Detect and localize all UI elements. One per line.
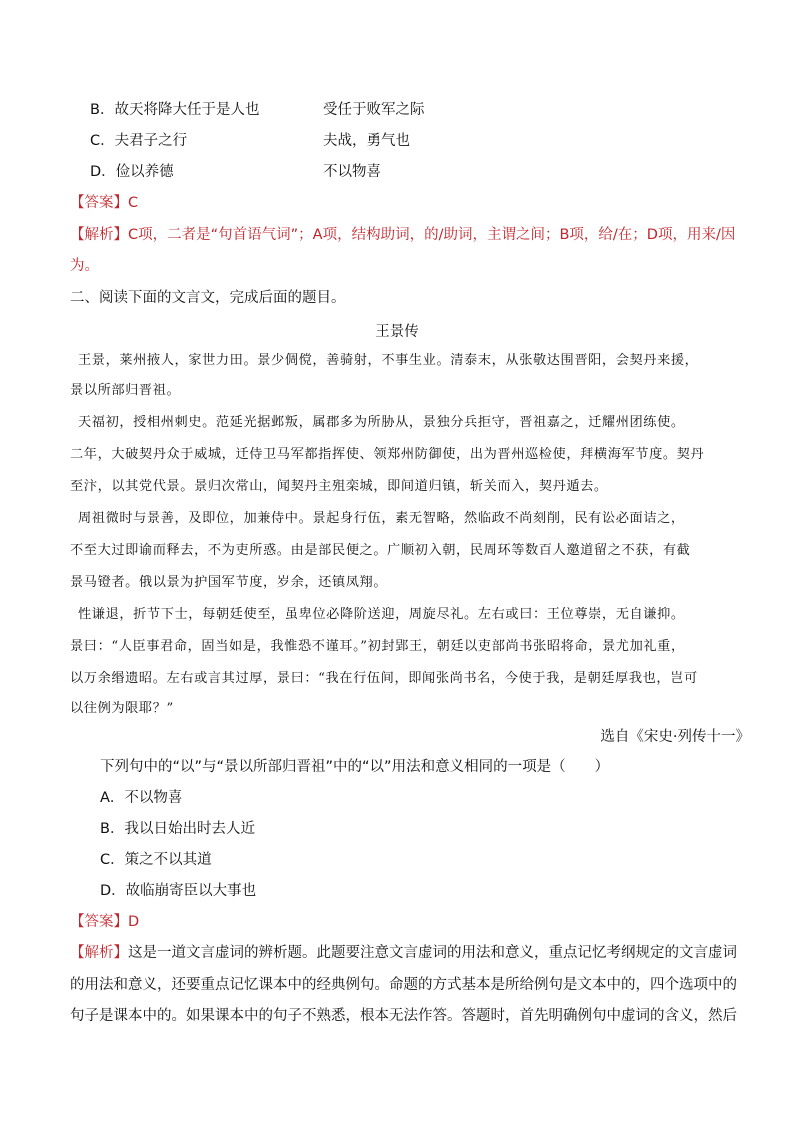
analysis-1-line-2: 为。 bbox=[70, 258, 99, 274]
passage-line: 二年，大破契丹众于威城，迁侍卫马军都指挥使、领郑州防御使，出为晋州巡检使，拜横海军节度。契丹 bbox=[70, 447, 705, 462]
answer-1-value: C bbox=[128, 195, 139, 211]
answer-2-value: D bbox=[128, 914, 140, 930]
option-c-left: C．夫君子之行 bbox=[90, 133, 188, 149]
analysis-2-text-1: 这是一道文言虚词的辨析题。此题要注意文言虚词的用法和意义，重点记忆考纲规定的文言虚词 bbox=[128, 945, 737, 961]
passage-line: 景以所部归晋祖。 bbox=[70, 383, 181, 398]
question-2-option-d: D．故临崩寄臣以大事也 bbox=[100, 883, 257, 899]
passage-source: 选自《宋史·列传十一》 bbox=[600, 729, 750, 745]
analysis-1-line-1 bbox=[70, 225, 735, 245]
passage-line: 以万余缗遗昭。左右或言其过厚，景曰：“我在行伍间，即闻张尚书名，今使于我，是朝廷厚我也，岂可 bbox=[70, 671, 698, 686]
answer-2 bbox=[70, 912, 139, 932]
answer-1 bbox=[70, 193, 138, 213]
section-2-heading: 二、阅读下面的文言文，完成后面的题目。 bbox=[70, 290, 346, 306]
analysis-2-line-2: 的用法和意义，还要重点记忆课本中的经典例句。命题的方式基本是所给例句是文本中的，四个选项中的 bbox=[70, 977, 737, 993]
question-2-option-b: B．我以日始出时去人近 bbox=[100, 821, 255, 837]
question-2-option-a: A．不以物喜 bbox=[100, 790, 183, 806]
passage-line: 天福初，授相州刺史。范延光据邺叛，属郡多为所胁从，景独分兵拒守，晋祖嘉之，迁耀州团练使。 bbox=[78, 415, 685, 430]
question-2-stem: 下列句中的“以”与“景以所部归晋祖”中的“以”用法和意义相同的一项是（ ） bbox=[100, 759, 610, 775]
question-2-option-c: C．策之不以其道 bbox=[100, 852, 212, 868]
passage-line: 周祖微时与景善，及即位，加兼侍中。景起身行伍，素无智略，然临政不尚刻削，民有讼必面诘之， bbox=[78, 511, 685, 526]
option-d-left: D．俭以养德 bbox=[90, 164, 174, 180]
passage-line: 景曰：“人臣事君命，固当如是，我惟恐不谨耳。”初封郢王，朝廷以吏部尚书张昭将命，景尤加礼重， bbox=[70, 639, 685, 654]
analysis-2-tag: 【解析】 bbox=[70, 945, 128, 961]
option-d-right: 不以物喜 bbox=[323, 164, 381, 180]
analysis-2-line-1 bbox=[70, 943, 737, 963]
answer-tag: 【答案】 bbox=[70, 195, 128, 211]
option-c-right: 夫战，勇气也 bbox=[323, 133, 410, 149]
option-b-right: 受任于败军之际 bbox=[323, 102, 425, 118]
option-b-left: B．故天将降大任于是人也 bbox=[90, 102, 260, 118]
answer-2-tag: 【答案】 bbox=[70, 914, 128, 930]
analysis-1-text-1: C项，二者是“句首语气词”；A项，结构助词，的/助词，主谓之间；B项，给/在；D项，用来/因 bbox=[128, 227, 736, 243]
passage-line: 性谦退，折节下士，每朝廷使至，虽卑位必降阶送迎，周旋尽礼。左右或曰：王位尊崇，无自谦抑。 bbox=[78, 607, 685, 622]
analysis-tag: 【解析】 bbox=[70, 227, 128, 243]
passage-line: 以往例为限耶？” bbox=[70, 701, 174, 716]
analysis-2-line-3: 句子是课本中的。如果课本中的句子不熟悉，根本无法作答。答题时，首先明确例句中虚词的含义，然后 bbox=[70, 1008, 737, 1024]
passage-line: 王景，莱州掖人，家世力田。景少倜傥，善骑射，不事生业。清泰末，从张敬达围晋阳，会契丹来援， bbox=[78, 353, 699, 368]
passage-line: 不至大过即谕而释去，不为吏所惑。由是部民便之。广顺初入朝，民周环等数百人邀道留之不获，有截 bbox=[70, 543, 691, 558]
passage-line: 至汴，以其党代景。景归次常山，闻契丹主殂栾城，即间道归镇，斩关而入，契丹遁去。 bbox=[70, 479, 608, 494]
passage-line: 景马镫者。俄以景为护国军节度，岁余，还镇凤翔。 bbox=[70, 575, 388, 590]
passage-title: 王景传 bbox=[375, 324, 419, 340]
